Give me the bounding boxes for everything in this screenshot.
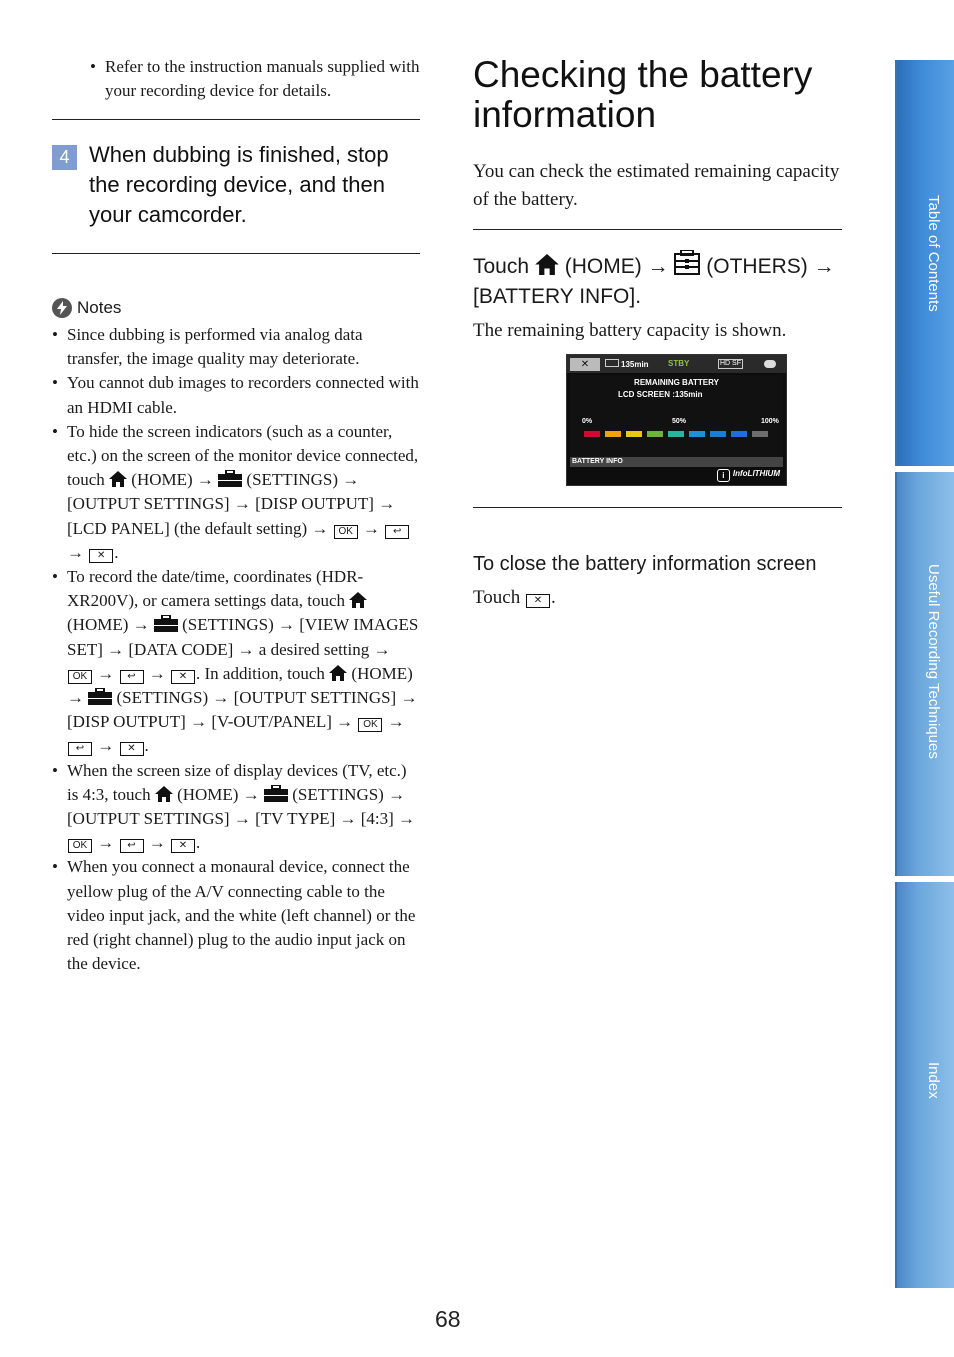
note-text: [V-OUT/PANEL] [211,712,332,732]
battery-level-bar [584,431,772,437]
note-item [52,855,420,976]
note-text: [OUTPUT SETTINGS] [67,494,230,514]
return-icon: ↩ [385,525,409,539]
note-text: [OUTPUT SETTINGS] [67,809,230,829]
ok-button-icon: OK [334,525,358,539]
arrow-icon: → [813,255,835,278]
arrow-icon: → [373,639,391,659]
note-item [52,323,420,371]
home-icon [155,786,173,802]
arrow-icon: → [237,639,255,659]
page-title: Checking the battery information [473,54,813,135]
close-instruction: Touch ✕ . [473,587,556,608]
tab-label: Table of Contents [925,195,942,312]
battery-segment [605,431,621,437]
lcd-status-bar [567,355,786,373]
step-text: When dubbing is finished, stop the recording device, and then your camcorder. [89,142,389,227]
arrow-icon: → [387,712,405,732]
arrow-icon: → [647,255,669,278]
battery-segment [584,431,600,437]
tab-label: Index [925,1062,942,1099]
lcd-scale-50: 50% [672,418,687,425]
shown-text: The remaining battery capacity is shown. [473,320,787,341]
note-text: (SETTINGS) [246,470,339,490]
battery-info-screen [566,354,787,486]
arrow-icon: → [400,688,418,708]
arrow-icon: → [278,615,295,635]
note-text: (HOME) [177,784,239,804]
note-item [52,371,420,419]
note-text: [OUTPUT SETTINGS] [233,688,397,708]
home-icon [349,592,367,608]
arrow-icon: → [336,712,354,732]
divider [52,119,420,120]
touch-word: Touch [473,255,530,278]
battery-segment [647,431,663,437]
close-icon: ✕ [120,742,144,756]
battery-segment [668,431,684,437]
note-text: a desired setting [258,639,370,659]
note-text: When you connect a monaural device, connect the yellow plug of the A/V connecting cable to the video input jack, and the white (left channel) or the red (right channel) plug to the audio input jack on the device. [67,857,416,974]
note-text: [LCD PANEL] (the default setting) [67,518,308,538]
note-text: Since dubbing is performed via analog data transfer, the image quality may deteriorate. [67,325,363,369]
lcd-screen-time: LCD SCREEN :135min [618,390,703,399]
battery-segment [752,431,768,437]
step-number-badge: 4 [52,145,77,170]
note-text: [VIEW IMAGES SET] [67,615,419,659]
tab-table-of-contents[interactable] [895,60,954,466]
arrow-icon: → [97,663,115,683]
return-icon: ↩ [68,742,92,756]
notes-list [52,323,420,976]
intro-bullet: • Refer to the instruction manuals supplied with your recording device for details. [90,55,420,103]
lcd-scale-100: 100% [761,418,779,425]
battery-segment [626,431,642,437]
notes-heading-label: Notes [77,298,122,317]
lead-text: You can check the estimated remaining capacity of the battery. [473,161,840,210]
note-text: . In addition, touch [196,663,325,683]
divider [473,229,842,230]
toolbox-icon [154,615,178,632]
note-text: [DISP OUTPUT] [255,494,374,514]
arrow-icon: → [132,615,150,635]
arrow-icon: → [339,809,357,829]
arrow-icon: → [190,712,208,732]
intro-note [90,55,420,103]
note-text: (SETTINGS) [116,688,209,708]
arrow-icon: → [67,542,84,562]
note-item: • To hide the screen indicators (such as a counter, etc.) on the screen of the monitor device connected, touch (HOME) → (SETTINGS) → [OUTPUT SETTINGS] → [DISP OUTPUT] → [LCD PANEL] (the default setting) → OK → ↩ → ✕ . [52,420,420,565]
ok-button-icon: OK [68,670,92,684]
battery-segment [710,431,726,437]
note-text: You cannot dub images to recorders connected with an HDMI cable. [67,373,419,417]
home-icon [109,471,127,487]
lcd-battery-panel [570,375,783,457]
tab-useful-recording-techniques[interactable] [895,472,954,876]
toolbox-icon [88,688,112,705]
note-text: (SETTINGS) [182,615,274,635]
lcd-scale-0: 0% [582,418,593,425]
arrow-icon: → [148,833,166,853]
close-touch-word: Touch [473,587,521,608]
arrow-icon: → [67,688,84,708]
divider [473,507,842,508]
lcd-hd-badge: HD SF [720,360,741,367]
note-text: (SETTINGS) [292,784,384,804]
note-text: (HOME) [67,615,129,635]
battery-icon [605,359,619,367]
note-text: [DATA CODE] [128,639,234,659]
note-text: (HOME) [131,470,193,490]
close-icon: ✕ [526,594,550,608]
home-icon [329,665,347,681]
lcd-battery-time-text: 135min [621,360,649,369]
divider [52,253,420,254]
arrow-icon: → [148,663,166,683]
hdd-icon [764,360,776,368]
close-section-title: To close the battery information screen [473,553,817,575]
notes-heading [52,298,121,318]
lcd-heading: REMAINING BATTERY [634,378,719,387]
others-icon [674,250,700,275]
arrow-icon: → [233,809,251,829]
battery-segment [689,431,705,437]
lcd-footer: BATTERY INFO [570,457,783,467]
note-item: • When the screen size of display devices (TV, etc.) is 4:3, touch (HOME) → (SETTINGS) → [OUTPUT SETTINGS] → [TV TYPE] → [4:3] → OK → ↩ → ✕ . [52,759,420,856]
step-4 [52,140,420,230]
close-icon: ✕ [171,670,195,684]
arrow-icon: → [242,784,260,804]
tab-label: Useful Recording Techniques [925,564,942,759]
note-item: • To record the date/time, coordinates (HDR-XR200V), or camera settings data, touch (HOME) → (SETTINGS) → [VIEW IMAGES SET] → [DATA CODE] → a desired setting → OK → ↩ → ✕ . In addition, touch (HOME) → (SETTINGS) → [OUTPUT SETTINGS] → [DISP OUTPUT] → [V-OUT/PANEL] → OK → ↩ → ✕ . [52,565,420,759]
arrow-icon: → [362,518,380,538]
toolbox-icon [264,785,288,802]
arrow-icon: → [388,784,406,804]
arrow-icon: → [97,736,115,756]
battery-info-label: [BATTERY INFO]. [473,285,642,308]
info-icon: i [717,469,730,482]
arrow-icon: → [342,470,360,490]
lcd-close-button: ✕ [570,358,600,371]
return-icon: ↩ [120,670,144,684]
lcd-status: STBY [668,359,690,368]
note-text: [DISP OUTPUT] [67,712,186,732]
toolbox-icon [218,470,242,487]
arrow-icon: → [107,639,125,659]
note-text: When the screen size of display devices (TV, etc.) is 4:3, touch [67,760,407,804]
arrow-icon: → [398,809,416,829]
lcd-brand [717,469,780,482]
tab-index[interactable] [895,882,954,1288]
arrow-icon: → [196,470,214,490]
battery-segment [731,431,747,437]
notes-bolt-icon [52,298,72,318]
arrow-icon: → [378,494,396,514]
lcd-battery-time [605,359,649,369]
home-icon [535,254,559,275]
home-label: (HOME) [564,255,642,278]
close-icon: ✕ [171,839,195,853]
page-number: 68 [435,1306,461,1332]
note-text: (HOME) [351,663,413,683]
instruction-step [473,250,842,312]
arrow-icon: → [97,833,115,853]
lcd-brand-text: InfoLITHIUM [732,469,780,478]
return-icon: ↩ [120,839,144,853]
note-text: [4:3] [360,809,394,829]
close-icon: ✕ [89,549,113,563]
ok-button-icon: OK [68,839,92,853]
note-text: To record the date/time, coordinates (HDR-XR200V), or camera settings data, touch [67,567,364,611]
arrow-icon: → [311,518,329,538]
ok-button-icon: OK [358,718,382,732]
arrow-icon: → [212,688,230,708]
note-text: [TV TYPE] [255,809,336,829]
others-label: (OTHERS) [706,255,808,278]
note-text: To hide the screen indicators (such as a counter, etc.) on the screen of the monitor device connected, touch [67,421,419,490]
arrow-icon: → [233,494,251,514]
